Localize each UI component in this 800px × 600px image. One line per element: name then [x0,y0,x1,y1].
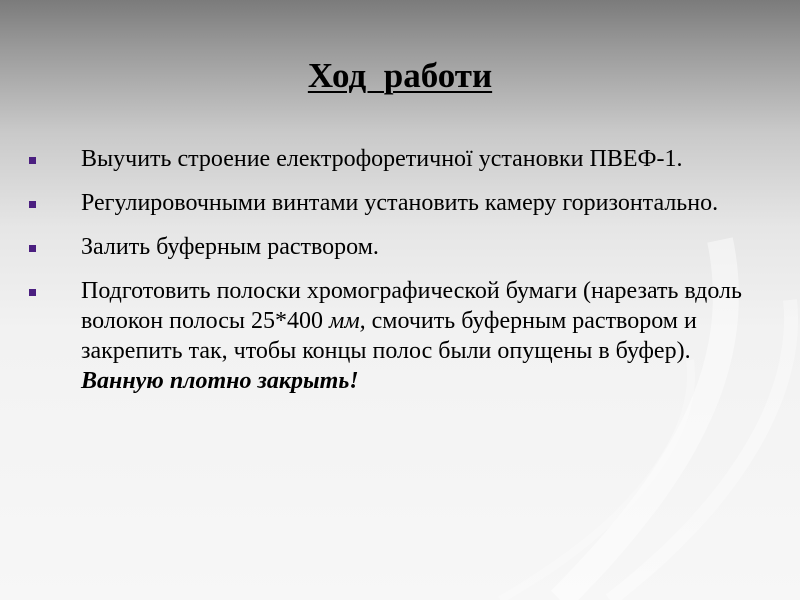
square-bullet-icon [29,157,36,164]
list-item [0,232,800,262]
list-item-text: Подготовить полоски хромографической бумаги (нарезать вдоль волокон полосы 25*400 [81,278,742,334]
square-bullet-icon [29,289,36,296]
square-bullet-icon [29,201,36,208]
list-item [0,188,800,218]
list-item [0,276,800,396]
list-item-text-continued: смочить буферным раствором и закрепить так, чтобы концы полос были опущены в буфер). [81,308,697,364]
square-bullet-icon [29,245,36,252]
list-item-text: Регулировочными винтами установить камеру горизонтально. [81,190,719,216]
list-item-text: Выучить строение електрофоретичної установки ПВЕФ-1. [81,146,683,172]
unit-text: мм, [329,308,366,334]
slide-title: Ход работи [307,56,493,95]
list-item-text: Залить буферным раствором. [81,234,379,260]
list-item [0,144,800,174]
bullet-list [0,144,800,410]
emphasis-text: Ванную плотно закрыть! [81,368,359,394]
